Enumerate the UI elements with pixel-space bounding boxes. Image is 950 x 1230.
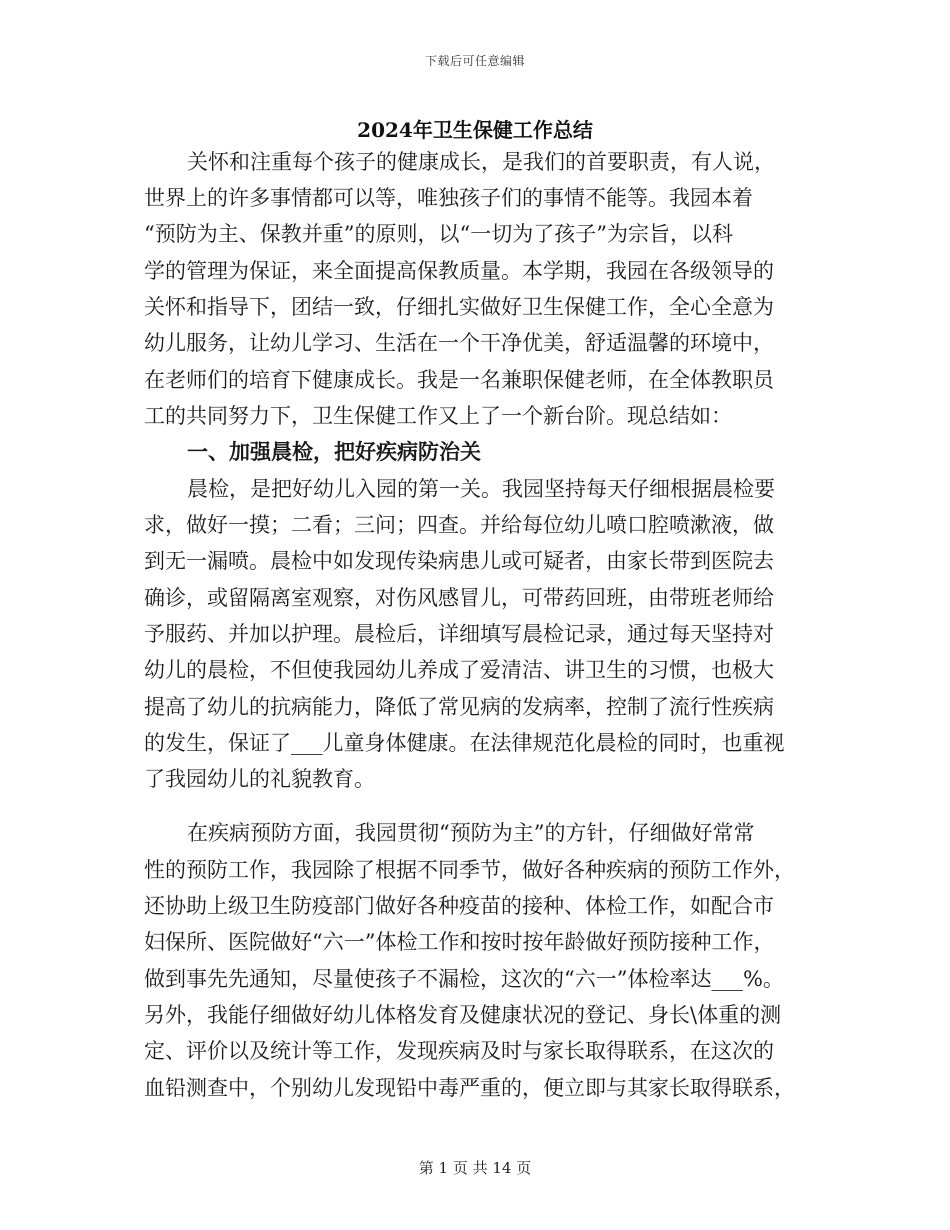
body-line: 幼儿服务，让幼儿学习、生活在一个干净优美，舒适温馨的环境中， (144, 331, 774, 355)
body-line: 晨检，是把好幼儿入园的第一关。我园坚持每天仔细根据晨检要 (187, 477, 775, 501)
body-line: 在疾病预防方面，我园贯彻“预防为主”的方针，仔细做好常常 (187, 821, 755, 845)
body-line: 世界上的许多事情都可以等，唯独孩子们的事情不能等。我园本着 (144, 186, 753, 210)
document-title: 2024年卫生保健工作总结 (357, 118, 593, 142)
body-line: 了我园幼儿的礼貌教育。 (144, 767, 375, 791)
header-note: 下载后可任意编辑 (424, 54, 525, 68)
body-line: 性的预防工作，我园除了根据不同季节，做好各种疾病的预防工作外， (144, 858, 795, 882)
body-line: 关怀和注重每个孩子的健康成长，是我们的首要职责，有人说， (187, 150, 775, 174)
body-line: 予服药、并加以护理。晨检后，详细填写晨检记录，通过每天坚持对 (144, 622, 774, 646)
body-line: 血铅测查中，个别幼儿发现铅中毒严重的，便立即与其家长取得联系， (144, 1076, 795, 1100)
body-line: 妇保所、医院做好“六一”体检工作和按时按年龄做好预防接种工作， (144, 930, 775, 954)
body-line: 关怀和指导下，团结一致，仔细扎实做好卫生保健工作，全心全意为 (144, 295, 774, 319)
body-line: 还协助上级卫生防疫部门做好各种疫苗的接种、体检工作，如配合市 (144, 894, 774, 918)
body-line: 提高了幼儿的抗病能力，降低了常见病的发病率，控制了流行性疾病 (144, 695, 774, 719)
body-line: 到无一漏喷。晨检中如发现传染病患儿或可疑者，由家长带到医院去 (144, 549, 774, 573)
page-number: 第 1 页 共 14 页 (418, 1159, 532, 1177)
body-line: 幼儿的晨检，不但使我园幼儿养成了爱清洁、讲卫生的习惯，也极大 (144, 658, 774, 682)
body-line: 另外，我能仔细做好幼儿体格发育及健康状况的登记、身长\体重的测 (144, 1003, 782, 1027)
section-heading: 一、加强晨检，把好疾病防治关 (187, 439, 481, 464)
body-line: 学的管理为保证，来全面提高保教质量。本学期，我园在各级领导的 (144, 259, 774, 283)
body-line: 在老师们的培育下健康成长。我是一名兼职保健老师，在全体教职员 (144, 368, 774, 392)
body-line: 做到事先先通知，尽量使孩子不漏检，这次的“六一”体检率达___%。 (144, 967, 784, 991)
body-line: 定、评价以及统计等工作，发现疾病及时与家长取得联系，在这次的 (144, 1039, 774, 1063)
body-line: 确诊，或留隔离室观察，对伤风感冒儿，可带药回班，由带班老师给 (144, 586, 774, 610)
body-line: “预防为主、保教并重”的原则，以“一切为了孩子”为宗旨，以科 (144, 222, 733, 246)
body-line: 的发生，保证了___儿童身体健康。在法律规范化晨检的同时，也重视 (144, 731, 785, 755)
body-line: 求，做好一摸；二看；三问；四查。并给每位幼儿喷口腔喷漱液，做 (144, 513, 774, 537)
body-line: 工的共同努力下，卫生保健工作又上了一个新台阶。现总结如： (144, 404, 732, 428)
